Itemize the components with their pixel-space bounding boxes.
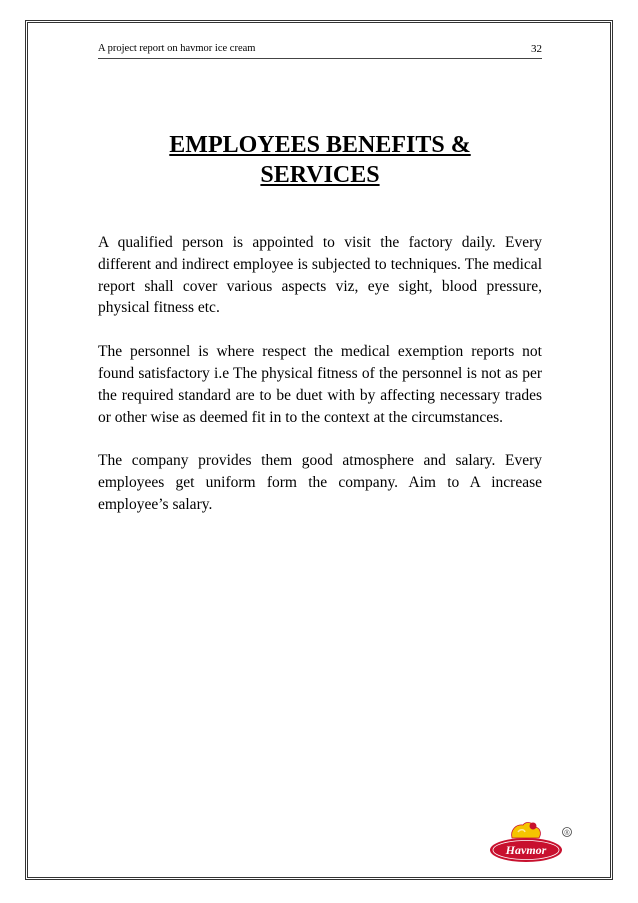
- logo-text: Havmor: [505, 843, 547, 857]
- page-title: [98, 130, 542, 190]
- paragraph-2: The personnel is where respect the medical exemption reports not found satisfactory i.e The physical fitness of the personnel is not as per the required standard are to be duet with by affecting necessary trades or other wise as deemed fit in to the context at the circumstances.: [98, 343, 542, 426]
- body-text: [98, 232, 542, 538]
- header-title: A project report on havmor ice cream: [98, 43, 256, 54]
- havmor-logo: [488, 818, 574, 866]
- title-line-2: [98, 160, 542, 190]
- paragraph-3: The company provides them good atmosphere and salary. Every employees get uniform form the company. Aim to A increase employee’s salary.: [98, 452, 542, 513]
- logo-cherry-icon: [530, 823, 537, 830]
- paragraph-1: A qualified person is appointed to visit the factory daily. Every different and indirect employee is subjected to techniques. The medical report shall cover various aspects viz, eye sight, blood pressure, physical fitness etc.: [98, 234, 542, 317]
- logo-registered-mark: ®: [564, 830, 570, 837]
- title-line-2-text: SERVICES: [260, 162, 380, 188]
- page-header: [98, 42, 542, 59]
- title-line-1-text: EMPLOYEES BENEFITS &: [169, 132, 471, 158]
- page-number: 32: [531, 43, 542, 55]
- title-line-1: [98, 130, 542, 160]
